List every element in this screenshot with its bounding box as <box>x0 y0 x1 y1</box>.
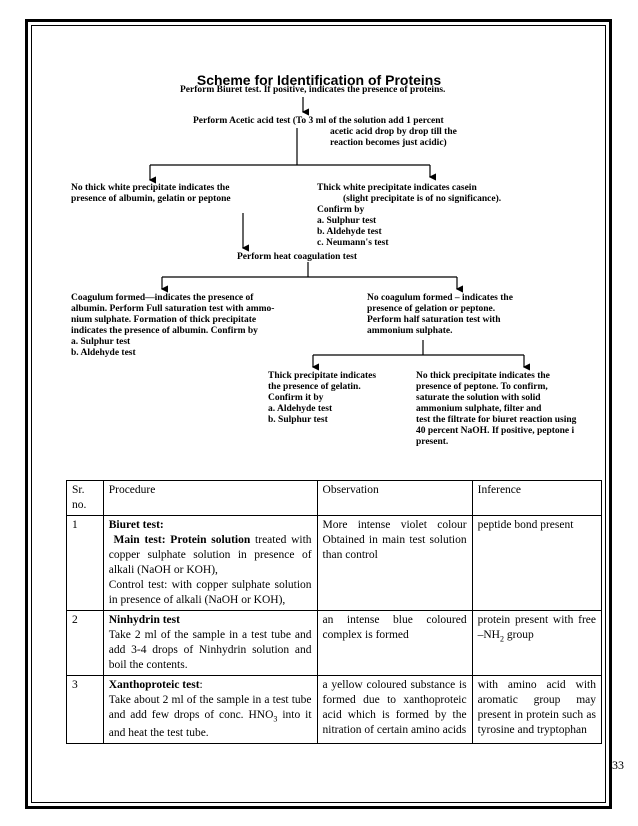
row2-procedure-text: Take 2 ml of the sample in a test tube and add 3-4 drops of Ninhydrin solution and boil the contents. <box>108 629 312 671</box>
left3-line-b: the presence of gelatin. <box>268 382 361 392</box>
row2-inference-a: protein present with free –NH <box>477 614 596 641</box>
right3-line-e: test the filtrate for biuret reaction using <box>416 415 577 425</box>
row3-procedure-a: Take about 2 ml of the sample in a test tube and add few drops of conc. HNO <box>108 694 312 721</box>
row3-title: Xanthoproteic test <box>108 679 200 691</box>
step-acetic-acid-2: acetic acid drop by drop till the <box>330 127 457 137</box>
row3-observation: a yellow coloured substance is formed due to xanthoproteic acid which is formed by the nitration of certain amino acids <box>317 676 472 744</box>
left2-line-a: Coagulum formed—indicates the presence of <box>71 293 254 303</box>
row3-title-line <box>109 678 312 693</box>
row1-title: Biuret test: <box>108 519 164 531</box>
row2-title: Ninhydrin test <box>108 614 180 626</box>
table-row <box>67 676 602 744</box>
right3-line-g: present. <box>416 437 449 447</box>
left2-line-f: b. Aldehyde test <box>71 348 136 358</box>
right2-line-d: ammonium sulphate. <box>367 326 453 336</box>
step-heat-coagulation: Perform heat coagulation test <box>237 252 358 262</box>
left2-line-d: indicates the presence of albumin. Confirm by <box>71 326 258 336</box>
row1-main-test <box>109 533 312 578</box>
header-observation: Observation <box>317 481 472 516</box>
left1-line-a: No thick white precipitate indicates the <box>71 183 230 193</box>
right3-line-d: ammonium sulphate, filter and <box>416 404 542 414</box>
header-sr-line1: Sr. <box>72 484 85 496</box>
row2-inference <box>472 611 601 676</box>
step-acetic-acid-3: reaction becomes just acidic) <box>330 138 447 148</box>
right2-line-b: presence of gelation or peptone. <box>367 304 496 314</box>
right3-line-c: saturate the solution with solid <box>416 393 541 403</box>
right3-line-b: presence of peptone. To confirm, <box>416 382 548 392</box>
right1-line-f: c. Neumann's test <box>317 238 389 248</box>
right2-line-c: Perform half saturation test with <box>367 315 501 325</box>
page-number: 33 <box>612 758 624 772</box>
row1-observation: More intense violet colour Obtained in main test solution than control <box>317 516 472 611</box>
table-row <box>67 516 602 611</box>
row2-observation: an intense blue coloured complex is formed <box>317 611 472 676</box>
header-sr <box>67 481 104 516</box>
header-procedure: Procedure <box>103 481 317 516</box>
step-biuret: Perform Biuret test. If positive, indicates the presence of proteins. <box>180 85 446 95</box>
right1-line-e: b. Aldehyde test <box>317 227 382 237</box>
row3-procedure-b: into it and heat the test tube. <box>108 709 312 740</box>
right1-line-c: Confirm by <box>317 205 365 215</box>
row1-sr: 1 <box>67 516 104 611</box>
row2-sr: 2 <box>67 611 104 676</box>
row2-procedure <box>103 611 317 676</box>
header-inference: Inference <box>472 481 601 516</box>
row1-procedure <box>103 516 317 611</box>
left3-line-d: a. Aldehyde test <box>268 404 333 414</box>
table-row <box>67 611 602 676</box>
row3-sr: 3 <box>67 676 104 744</box>
row3-procedure <box>103 676 317 744</box>
header-sr-line2: no. <box>72 499 87 511</box>
row1-inference: peptide bond present <box>472 516 601 611</box>
right3-line-f: 40 percent NaOH. If positive, peptone i <box>416 426 575 436</box>
right1-line-d: a. Sulphur test <box>317 216 377 226</box>
right3-line-a: No thick precipitate indicates the <box>416 371 550 381</box>
left3-line-e: b. Sulphur test <box>268 415 328 425</box>
row2-inference-b: group <box>503 629 534 641</box>
row1-main-rest: treated with copper sulphate solution in presence of alkali (NaOH or KOH), <box>108 534 312 576</box>
step-acetic-acid: Perform Acetic acid test (To 3 ml of the solution add 1 percent <box>193 116 444 126</box>
right1-line-b: (slight precipitate is of no significance). <box>343 194 502 204</box>
left2-line-e: a. Sulphur test <box>71 337 131 347</box>
row3-procedure-sub: 3 <box>273 714 278 724</box>
row3-procedure-text <box>109 693 312 741</box>
left2-line-c: nium sulphate. Formation of thick precipitate <box>71 315 257 325</box>
right2-line-a: No coagulum formed – indicates the <box>367 293 513 303</box>
scheme-title: Scheme for Identification of Proteins <box>196 72 442 88</box>
left2-line-b: albumin. Perform Full saturation test with ammo- <box>71 304 275 314</box>
table-header-row <box>67 481 602 516</box>
left1-line-b: presence of albumin, gelatin or peptone <box>71 194 231 204</box>
left3-line-c: Confirm it by <box>268 393 324 403</box>
left3-line-a: Thick precipitate indicates <box>268 371 377 381</box>
row3-inference: with amino acid with aromatic group may present in protein such as tyrosine and tryptophan <box>472 676 601 744</box>
row3-title-colon: : <box>199 679 203 691</box>
row1-control-test: Control test: with copper sulphate solution in presence of alkali (NaOH or KOH), <box>108 579 312 606</box>
row2-inference-sub: 2 <box>499 634 504 644</box>
protein-tests-table <box>66 480 602 744</box>
row1-main-label: Main test: Protein solution <box>113 534 251 546</box>
right1-line-a: Thick white precipitate indicates casein <box>317 183 477 193</box>
